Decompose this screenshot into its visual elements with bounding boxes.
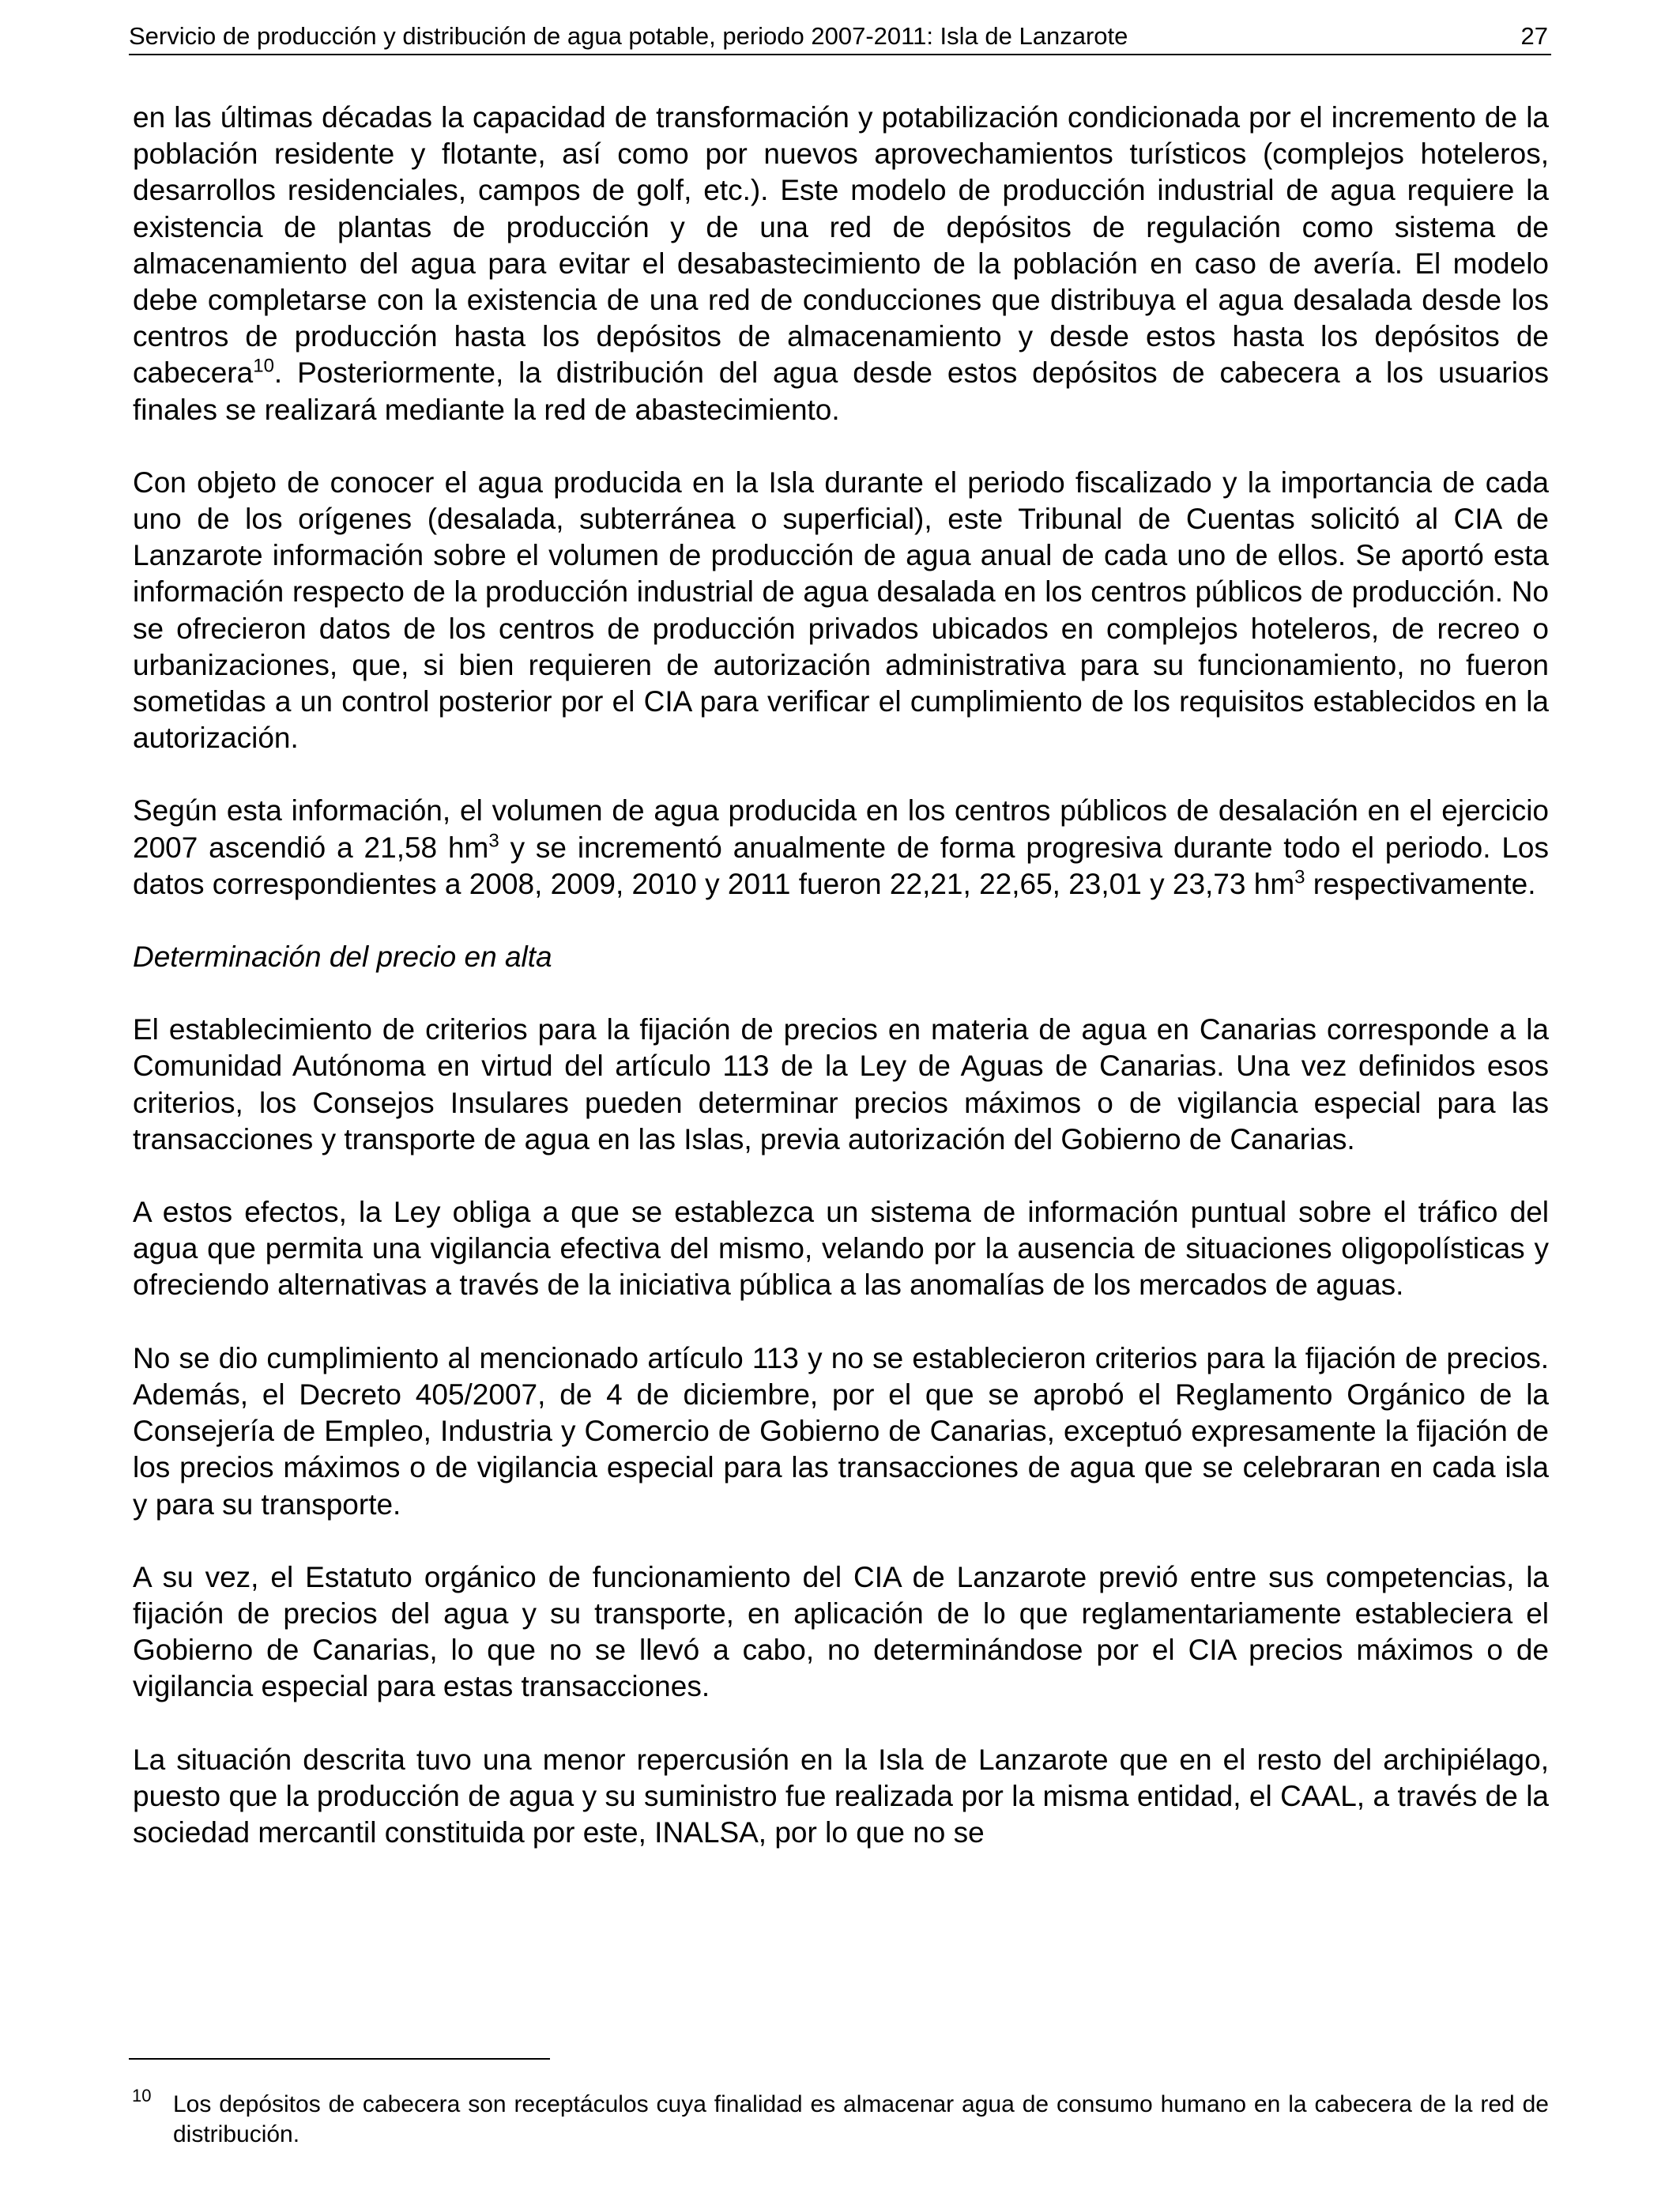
section-heading: Determinación del precio en alta [133, 941, 552, 974]
paragraph-4: El establecimiento de criterios para la fijación de precios en materia de agua en Canarias corresponde a la Comunidad Autónoma en virtud del artículo 113 de la Ley de Aguas de Canarias. Una vez definidos esos criterios, los Consejos Insulares pueden determinar precios máximos o de vigilancia especial para las transacciones y transporte de agua en las Islas, previa autorización del Gobierno de Canarias. [133, 1013, 1549, 1155]
paragraph-3-text-a: Según esta información, el volumen de agua producida en los centros públicos de desalación en el ejercicio 2007 ascendió a 21,58 hm [133, 794, 1549, 864]
paragraph-3-text-c: respectivamente. [1305, 867, 1536, 900]
paragraph-1-text-a: en las últimas décadas la capacidad de transformación y potabilización condicionada por el incremento de la población residente y flotante, así como por nuevos aprovechamientos turísticos (complejos hoteleros, desarrollos residenciales, campos de golf, etc.). Este modelo de producción industrial de agua requiere la existencia de plantas de producción y de una red de depósitos de regulación como sistema de almacenamiento del agua para evitar el desabastecimiento de la población en caso de avería. El modelo debe completarse con la existencia de una red de conducciones que distribuya el agua desalada desde los centros de producción hasta los depósitos de almacenamiento y desde estos hasta los depósitos de cabecera [133, 101, 1549, 390]
footnote [129, 2086, 1549, 2150]
paragraph-5: A estos efectos, la Ley obliga a que se establezca un sistema de información puntual sobre el tráfico del agua que permita una vigilancia efectiva del mismo, velando por la ausencia de situaciones oligopolísticas y ofreciendo alternativas a través de la iniciativa pública a las anomalías de los mercados de aguas. [133, 1196, 1549, 1302]
footnote-separator [129, 2058, 550, 2060]
superscript-cubic-1: 3 [488, 830, 499, 852]
page-header [129, 17, 1551, 55]
paragraph-7: A su vez, el Estatuto orgánico de funcionamiento del CIA de Lanzarote previó entre sus competencias, la fijación de precios del agua y su transporte, en aplicación de lo que reglamentariamente estableciera el Gobierno de Canarias, lo que no se llevó a cabo, no determinándose por el CIA precios máximos o de vigilancia especial para estas transacciones. [133, 1560, 1549, 1703]
body-text [133, 100, 1549, 1887]
paragraph-1 [133, 100, 1549, 428]
paragraph-3-text-b: y se incrementó anualmente de forma progresiva durante todo el periodo. Los datos correspondientes a 2008, 2009, 2010 y 2011 fueron 22,21, 22,65, 23,01 y 23,73 hm [133, 831, 1549, 900]
paragraph-2: Con objeto de conocer el agua producida en la Isla durante el periodo fiscalizado y la importancia de cada uno de los orígenes (desalada, subterránea o superficial), este Tribunal de Cuentas solicitó al CIA de Lanzarote información sobre el volumen de producción de agua anual de cada uno de ellos. Se aportó esta información respecto de la producción industrial de agua desalada en los centros públicos de producción. No se ofrecieron datos de los centros de producción privados ubicados en complejos hoteleros, de recreo o urbanizaciones, que, si bien requieren de autorización administrativa para su funcionamiento, no fueron sometidas a un control posterior por el CIA para verificar el cumplimiento de los requisitos establecidos en la autorización. [133, 466, 1549, 755]
paragraph-3 [133, 793, 1549, 903]
page-number: 27 [1520, 22, 1548, 50]
paragraph-1-text-b: . Posteriormente, la distribución del agua desde estos depósitos de cabecera a los usuarios finales se realizará mediante la red de abastecimiento. [133, 356, 1549, 426]
paragraph-6: No se dio cumplimiento al mencionado artículo 113 y no se establecieron criterios para la fijación de precios. Además, el Decreto 405/2007, de 4 de diciembre, por el que se aprobó el Reglamento Orgánico de la Consejería de Empleo, Industria y Comercio de Gobierno de Canarias, exceptuó expresamente la fijación de los precios máximos o de vigilancia especial para las transacciones de agua que se celebraran en cada isla y para su transporte. [133, 1341, 1549, 1521]
footnote-number: 10 [132, 2086, 152, 2105]
paragraph-8: La situación descrita tuvo una menor repercusión en la Isla de Lanzarote que en el resto del archipiélago, puesto que la producción de agua y su suministro fue realizada por la misma entidad, el CAAL, a través de la sociedad mercantil constituida por este, INALSA, por lo que no se [133, 1743, 1549, 1849]
footnote-reference: 10 [253, 356, 274, 378]
header-title: Servicio de producción y distribución de agua potable, periodo 2007-2011: Isla de Lanzarote [129, 22, 1128, 50]
superscript-cubic-2: 3 [1294, 866, 1305, 888]
footnote-text: Los depósitos de cabecera son receptáculos cuya finalidad es almacenar agua de consumo humano en la cabecera de la red de distribución. [173, 2091, 1549, 2147]
